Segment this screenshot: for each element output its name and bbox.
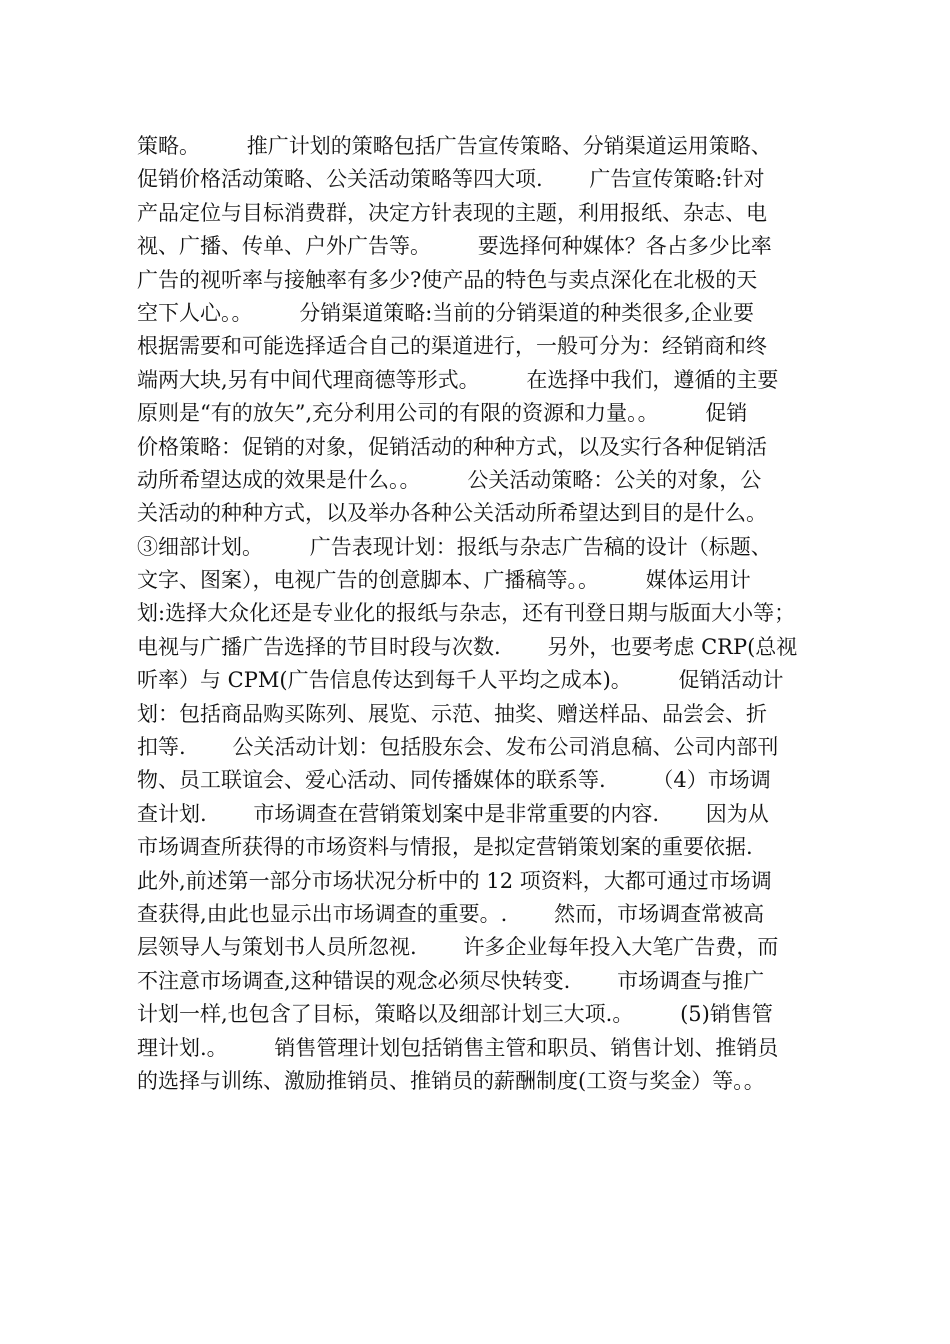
text-line: 市场调查所获得的市场资料与情报，是拟定营销策划案的重要依据. <box>137 835 753 860</box>
text-line: 根据需要和可能选择适合自己的渠道进行，一般可分为：经销商和终 <box>137 334 767 359</box>
text-line: 动所希望达成的效果是什么。。 公关活动策略：公关的对象，公 <box>137 467 762 492</box>
text-line: 查获得,由此也显示出市场调查的重要。. 然而，市场调查常被高 <box>137 901 765 926</box>
text-line: 原则是“有的放矢”,充分利用公司的有限的资源和力量。。 促销 <box>137 401 748 426</box>
text-line: 听率）与 CPM(广告信息传达到每千人平均之成本)。 促销活动计 <box>137 668 784 693</box>
text-line: 物、员工联谊会、爱心活动、同传播媒体的联系等. （4）市场调 <box>137 768 771 793</box>
text-line: 划：包括商品购买陈列、展览、示范、抽奖、赠送样品、品尝会、折 <box>137 701 767 726</box>
text-line: 的选择与训练、激励推销员、推销员的薪酬制度(工资与奖金）等。。 <box>137 1068 765 1093</box>
text-line: 策略。 推广计划的策略包括广告宣传策略、分销渠道运用策略、 <box>137 134 772 158</box>
text-line: 不注意市场调查,这种错误的观念必须尽快转变. 市场调查与推广 <box>137 968 765 993</box>
text-line: 扣等. 公关活动计划：包括股东会、发布公司消息稿、公司内部刊 <box>137 735 779 760</box>
text-line: 理计划.。 销售管理计划包括销售主管和职员、销售计划、推销员 <box>137 1035 779 1060</box>
text-line: 广告的视听率与接触率有多少?使产品的特色与卖点深化在北极的天 <box>137 267 758 292</box>
text-line: 视、广播、传单、户外广告等。 要选择何种媒体？各占多少比率 <box>137 234 772 259</box>
text-line: ③细部计划。 广告表现计划：报纸与杂志广告稿的设计（标题、 <box>137 534 772 559</box>
text-line: 划:选择大众化还是专业化的报纸与杂志，还有刊登日期与版面大小等； <box>137 601 796 626</box>
text-line: 价格策略：促销的对象，促销活动的种种方式，以及实行各种促销活 <box>137 434 767 459</box>
text-line: 端两大块,另有中间代理商德等形式。 在选择中我们，遵循的主要 <box>137 367 779 392</box>
text-line: 此外,前述第一部分市场状况分析中的 12 项资料，大都可通过市场调 <box>137 868 772 893</box>
text-line: 层领导人与策划书人员所忽视. 许多企业每年投入大笔广告费，而 <box>137 935 779 960</box>
text-line: 促销价格活动策略、公关活动策略等四大项. 广告宣传策略:针对 <box>137 167 765 192</box>
text-line: 计划一样,也包含了目标，策略以及细部计划三大项.。 (5)销售管 <box>137 1002 773 1027</box>
text-line: 查计划. 市场调查在营销策划案中是非常重要的内容. 因为从 <box>137 801 769 826</box>
text-line: 关活动的种种方式，以及举办各种公关活动所希望达到目的是什么。 <box>137 501 767 526</box>
text-line: 电视与广播广告选择的节目时段与次数. 另外，也要考虑 CRP(总视 <box>137 634 798 659</box>
body-text <box>137 130 817 1098</box>
text-line: 产品定位与目标消费群，决定方针表现的主题，利用报纸、杂志、电 <box>137 200 767 225</box>
text-line: 空下人心。。 分销渠道策略:当前的分销渠道的种类很多,企业要 <box>137 300 754 325</box>
text-line: 文字、图案），电视广告的创意脚本、广播稿等。。 媒体运用计 <box>137 568 751 593</box>
